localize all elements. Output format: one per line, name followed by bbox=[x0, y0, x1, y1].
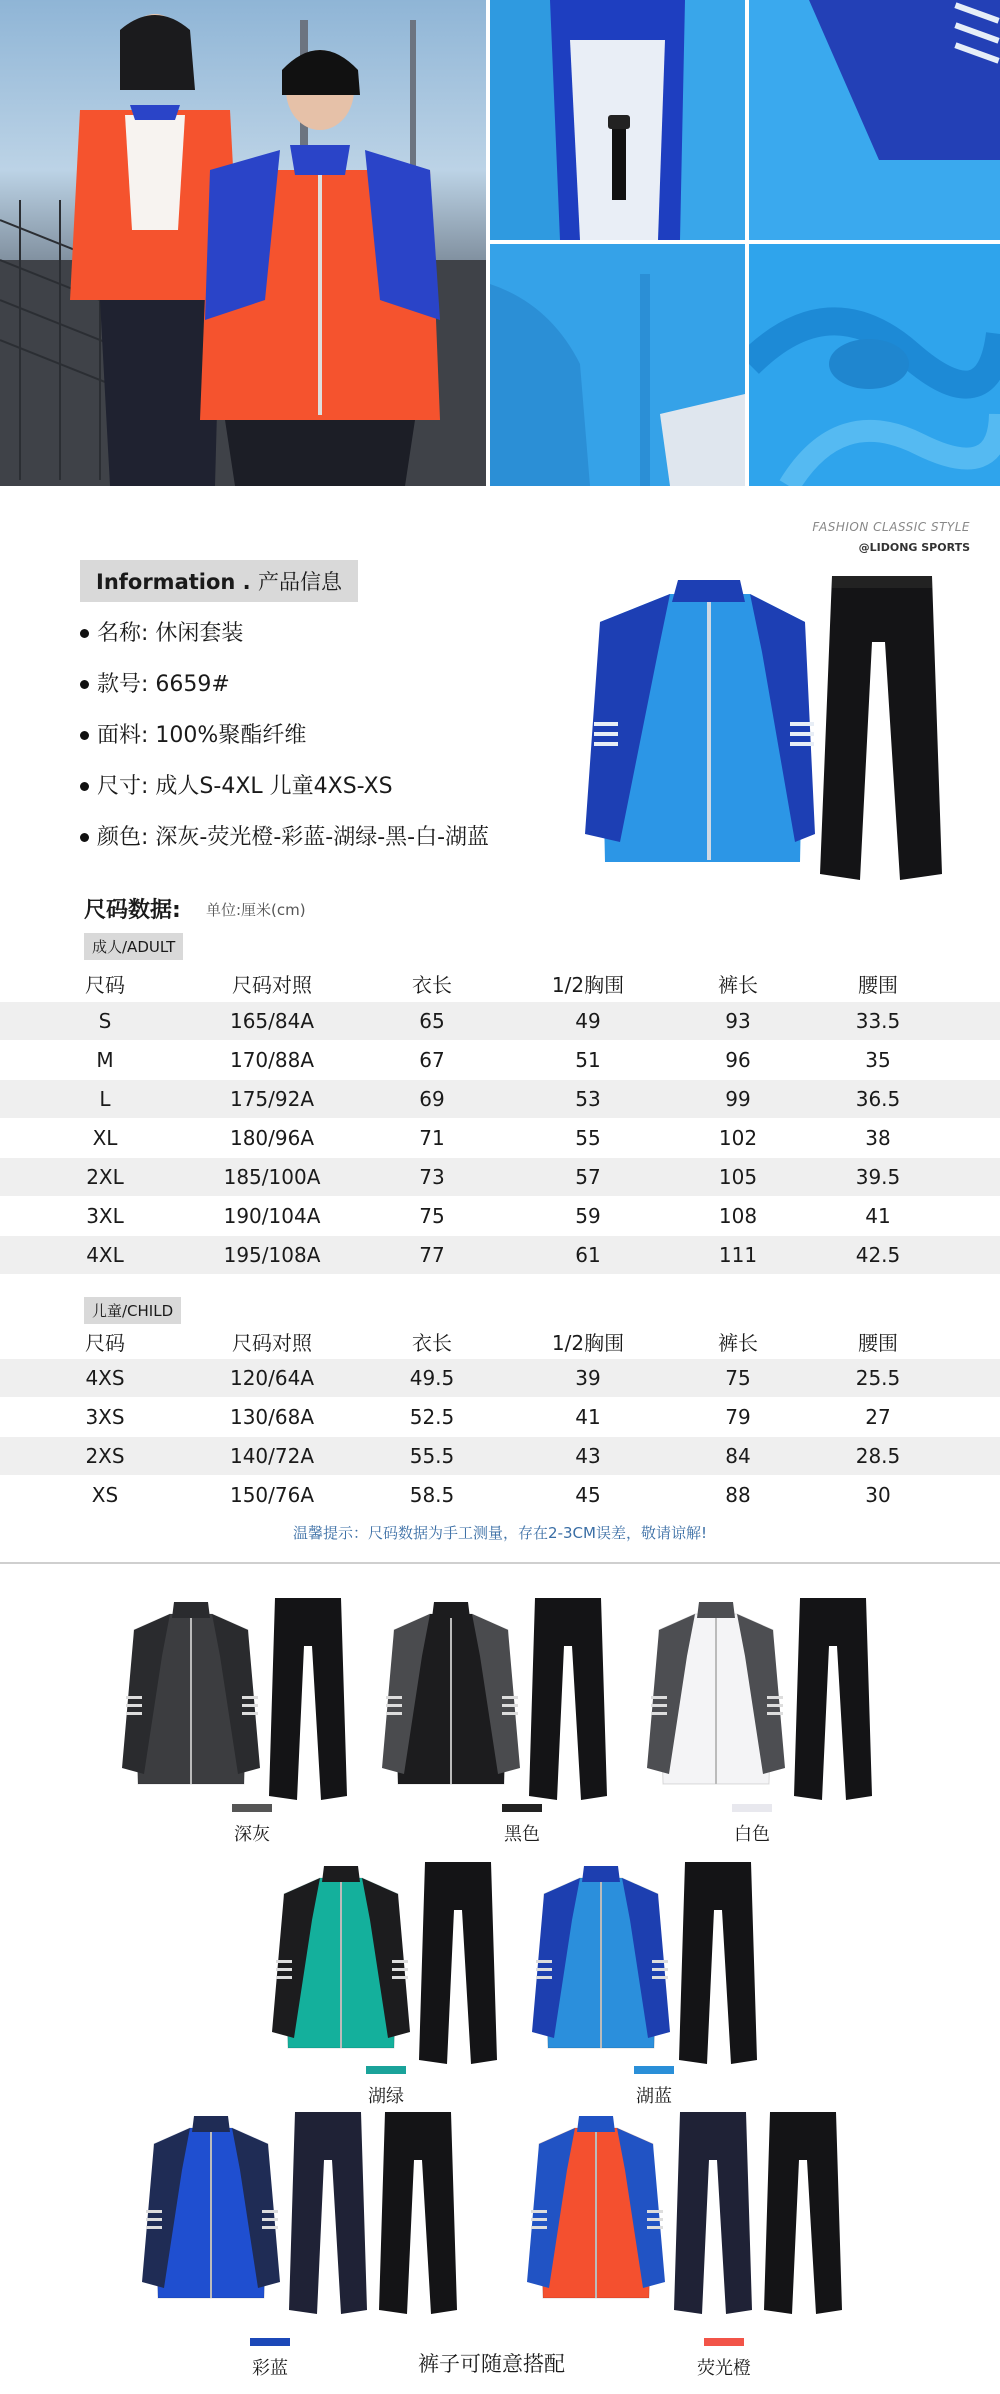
adult-table-row bbox=[0, 1158, 1000, 1196]
info-heading-en: Information . bbox=[96, 570, 251, 594]
adult-table-cell: 61 bbox=[575, 1243, 601, 1267]
adult-table-row bbox=[0, 1080, 1000, 1118]
adult-table-cell: L bbox=[99, 1087, 111, 1111]
color-swatch[interactable] bbox=[366, 2066, 406, 2074]
child-table-cell: 25.5 bbox=[855, 1366, 901, 1390]
adult-table-cell: 185/100A bbox=[223, 1165, 321, 1189]
child-table-cell: 120/64A bbox=[229, 1366, 315, 1390]
size-chart-unit: 单位:厘米(cm) bbox=[206, 901, 306, 919]
color-swatch[interactable] bbox=[502, 1804, 542, 1812]
info-heading bbox=[80, 560, 358, 602]
child-table-cell: 2XS bbox=[85, 1444, 125, 1468]
child-table-row bbox=[0, 1359, 1000, 1397]
adult-table-cell: 38 bbox=[865, 1126, 891, 1150]
adult-header-cell: 尺码对照 bbox=[232, 972, 312, 997]
adult-header-cell: 裤长 bbox=[718, 972, 758, 997]
adult-table-cell: 75 bbox=[419, 1204, 445, 1228]
hero-collage bbox=[0, 0, 1000, 486]
adult-table-cell: S bbox=[98, 1009, 112, 1033]
adult-table-cell: 51 bbox=[575, 1048, 601, 1072]
adult-table-cell: 73 bbox=[419, 1165, 445, 1189]
child-table-cell: 52.5 bbox=[409, 1405, 455, 1429]
adult-table-cell: 35 bbox=[865, 1048, 891, 1072]
adult-tag: 成人/ADULT bbox=[84, 933, 183, 960]
adult-table-row bbox=[0, 1041, 1000, 1079]
child-table-cell: 28.5 bbox=[855, 1444, 901, 1468]
color-variant-5[interactable] bbox=[530, 1860, 770, 2070]
child-table-cell: 3XS bbox=[85, 1405, 125, 1429]
brand-tagline: FASHION CLASSIC STYLE bbox=[812, 520, 970, 534]
info-list bbox=[80, 608, 489, 863]
adult-table-cell: 39.5 bbox=[855, 1165, 901, 1189]
adult-table-cell: 4XL bbox=[86, 1243, 124, 1267]
info-item-style-no: 款号 : 6659# bbox=[80, 659, 489, 710]
adult-table-cell: 77 bbox=[419, 1243, 445, 1267]
child-table-cell: 79 bbox=[725, 1405, 751, 1429]
child-header-cell: 尺码 bbox=[85, 1330, 125, 1355]
child-table-cell: 130/68A bbox=[229, 1405, 315, 1429]
adult-table-cell: 190/104A bbox=[223, 1204, 321, 1228]
adult-table-cell: 111 bbox=[718, 1243, 758, 1267]
tracksuit-icon bbox=[270, 1860, 510, 2070]
info-item-name: 名称 : 休闲套装 bbox=[80, 608, 489, 659]
child-header-cell: 裤长 bbox=[718, 1330, 758, 1355]
adult-table-cell: 49 bbox=[575, 1009, 601, 1033]
color-label: 湖蓝 bbox=[636, 2086, 672, 2107]
color-swatch[interactable] bbox=[634, 2066, 674, 2074]
child-header-cell: 腰围 bbox=[858, 1330, 898, 1355]
adult-table-cell: 55 bbox=[575, 1126, 601, 1150]
adult-table-cell: 3XL bbox=[86, 1204, 124, 1228]
adult-table-cell: 108 bbox=[718, 1204, 758, 1228]
detail-fabric-photo bbox=[749, 244, 1000, 486]
bullet-icon bbox=[80, 629, 89, 638]
color-variant-2[interactable] bbox=[380, 1596, 620, 1806]
child-header-cell: 1/2胸围 bbox=[551, 1330, 625, 1355]
child-table-cell: 150/76A bbox=[229, 1483, 315, 1507]
info-heading-cn: 产品信息 bbox=[257, 570, 342, 594]
child-header-row bbox=[0, 1322, 1000, 1360]
detail-shoulder-photo bbox=[749, 0, 1000, 240]
child-header-cell: 衣长 bbox=[412, 1330, 452, 1355]
bullet-icon bbox=[80, 833, 89, 842]
child-table-cell: 39 bbox=[575, 1366, 601, 1390]
child-table-cell: 27 bbox=[865, 1405, 891, 1429]
child-table-cell: 41 bbox=[575, 1405, 601, 1429]
child-table-cell: 75 bbox=[725, 1366, 751, 1390]
child-table-cell: XS bbox=[91, 1483, 119, 1507]
adult-table-cell: 57 bbox=[575, 1165, 601, 1189]
adult-header-cell: 衣长 bbox=[412, 972, 452, 997]
color-swatch[interactable] bbox=[250, 2338, 290, 2346]
color-variant-4[interactable] bbox=[270, 1860, 510, 2070]
info-item-size: 尺寸 : 成人S-4XL 儿童4XS-XS bbox=[80, 761, 489, 812]
info-item-colors: 颜色 : 深灰-荧光橙-彩蓝-湖绿-黑-白-湖蓝 bbox=[80, 812, 489, 863]
child-table-row bbox=[0, 1437, 1000, 1475]
child-table-cell: 45 bbox=[575, 1483, 601, 1507]
adult-table-cell: 105 bbox=[718, 1165, 758, 1189]
adult-table-cell: XL bbox=[92, 1126, 118, 1150]
adult-table-cell: 42.5 bbox=[855, 1243, 901, 1267]
color-swatch[interactable] bbox=[732, 1804, 772, 1812]
child-table-cell: 88 bbox=[725, 1483, 751, 1507]
color-variant-3[interactable] bbox=[645, 1596, 885, 1806]
color-label: 白色 bbox=[734, 1824, 770, 1845]
adult-table-cell: 175/92A bbox=[229, 1087, 315, 1111]
color-variant-7[interactable] bbox=[525, 2110, 865, 2320]
color-variant-6[interactable] bbox=[140, 2110, 480, 2320]
adult-table-cell: 71 bbox=[419, 1126, 445, 1150]
tracksuit-icon bbox=[645, 1596, 885, 1806]
color-label: 彩蓝 bbox=[252, 2358, 288, 2379]
tracksuit-icon bbox=[530, 1860, 770, 2070]
adult-header-cell: 尺码 bbox=[85, 972, 125, 997]
adult-header-row bbox=[0, 964, 1000, 1002]
child-header-cell: 尺码对照 bbox=[232, 1330, 312, 1355]
adult-table-cell: 53 bbox=[575, 1087, 601, 1111]
size-chart-title: 尺码数据: bbox=[84, 898, 181, 923]
child-tag: 儿童/CHILD bbox=[84, 1297, 181, 1324]
color-label: 深灰 bbox=[234, 1824, 270, 1845]
color-swatch[interactable] bbox=[704, 2338, 744, 2346]
adult-table-cell: 41 bbox=[865, 1204, 891, 1228]
adult-table-cell: 195/108A bbox=[223, 1243, 321, 1267]
adult-table-row bbox=[0, 1197, 1000, 1235]
bullet-icon bbox=[80, 731, 89, 740]
adult-table-cell: 69 bbox=[419, 1087, 445, 1111]
child-table-cell: 43 bbox=[575, 1444, 601, 1468]
model-photo bbox=[0, 0, 486, 486]
mix-match-label: 裤子可随意搭配 bbox=[418, 2352, 565, 2376]
adult-table-cell: 2XL bbox=[86, 1165, 124, 1189]
child-table-cell: 49.5 bbox=[409, 1366, 455, 1390]
tracksuit-icon bbox=[140, 2110, 480, 2320]
child-table-cell: 58.5 bbox=[409, 1483, 455, 1507]
brand-name: @LIDONG SPORTS bbox=[858, 541, 970, 554]
tracksuit-icon bbox=[525, 2110, 865, 2320]
tracksuit-icon bbox=[120, 1596, 360, 1806]
adult-header-cell: 1/2胸围 bbox=[551, 972, 625, 997]
adult-table-cell: 36.5 bbox=[855, 1087, 901, 1111]
child-table-cell: 4XS bbox=[85, 1366, 125, 1390]
color-label: 湖绿 bbox=[368, 2086, 404, 2107]
adult-table-row bbox=[0, 1002, 1000, 1040]
info-item-fabric: 面料 : 100%聚酯纤维 bbox=[80, 710, 489, 761]
adult-table-cell: 33.5 bbox=[855, 1009, 901, 1033]
color-label: 荧光橙 bbox=[697, 2358, 751, 2379]
adult-table-cell: 96 bbox=[725, 1048, 751, 1072]
adult-table-row bbox=[0, 1119, 1000, 1157]
adult-table-cell: 65 bbox=[419, 1009, 445, 1033]
adult-table-cell: 165/84A bbox=[229, 1009, 315, 1033]
child-table-cell: 55.5 bbox=[409, 1444, 455, 1468]
detail-pocket-photo bbox=[490, 244, 745, 486]
adult-table-cell: 93 bbox=[725, 1009, 751, 1033]
child-table-cell: 140/72A bbox=[229, 1444, 315, 1468]
adult-table-cell: 170/88A bbox=[229, 1048, 315, 1072]
adult-header-cell: 腰围 bbox=[858, 972, 898, 997]
child-table-row bbox=[0, 1398, 1000, 1436]
color-label: 黑色 bbox=[504, 1824, 540, 1845]
adult-table-cell: 102 bbox=[718, 1126, 758, 1150]
tracksuit-icon bbox=[380, 1596, 620, 1806]
child-table-row bbox=[0, 1476, 1000, 1514]
adult-table-row bbox=[0, 1236, 1000, 1274]
color-swatch[interactable] bbox=[232, 1804, 272, 1812]
product-hero-image bbox=[580, 572, 950, 892]
bullet-icon bbox=[80, 782, 89, 791]
detail-collar-photo bbox=[490, 0, 745, 240]
adult-table-cell: 99 bbox=[725, 1087, 751, 1111]
adult-table-cell: 180/96A bbox=[229, 1126, 315, 1150]
size-note: 温馨提示：尺码数据为手工测量，存在2-3CM误差，敬请谅解! bbox=[293, 1524, 707, 1542]
section-divider bbox=[0, 1562, 1000, 1564]
bullet-icon bbox=[80, 680, 89, 689]
adult-table-cell: 67 bbox=[419, 1048, 445, 1072]
adult-table-cell: M bbox=[96, 1048, 114, 1072]
child-table-cell: 84 bbox=[725, 1444, 751, 1468]
color-variant-1[interactable] bbox=[120, 1596, 360, 1806]
child-table-cell: 30 bbox=[865, 1483, 891, 1507]
adult-table-cell: 59 bbox=[575, 1204, 601, 1228]
